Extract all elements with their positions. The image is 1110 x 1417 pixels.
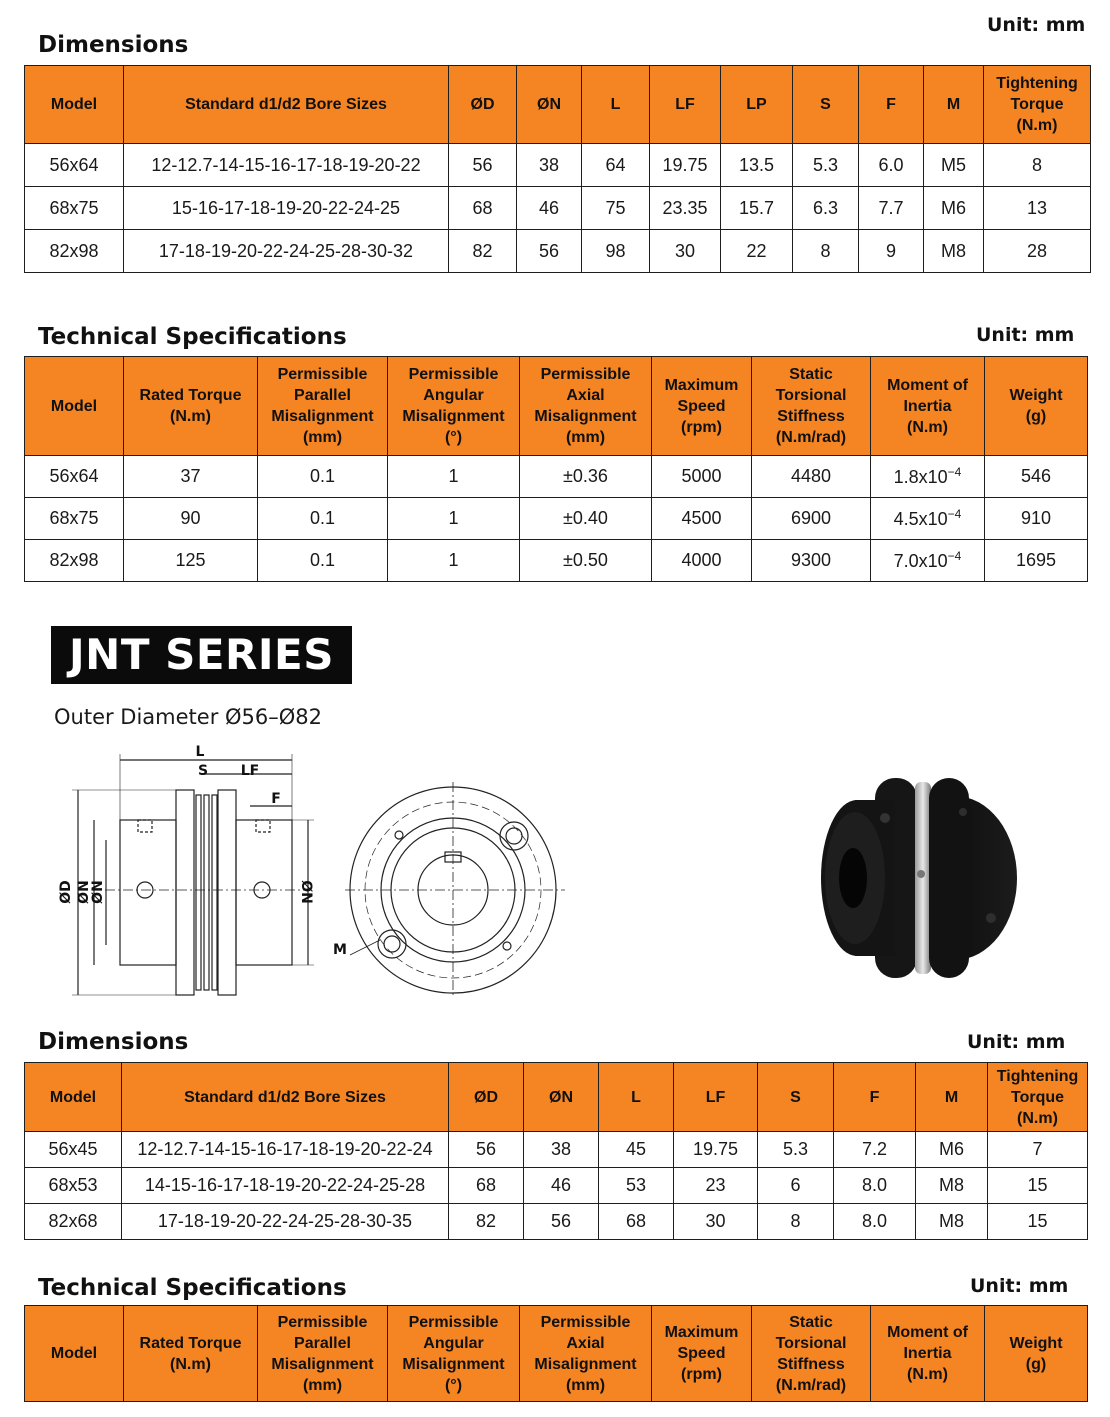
table-cell: 7.7	[859, 187, 924, 230]
table-cell: 56	[517, 230, 582, 273]
series-badge-text: JNT SERIES	[69, 630, 334, 679]
table-row	[25, 1168, 1088, 1204]
table-cell: 68	[599, 1204, 674, 1240]
inertia-mantissa: 1.8x10	[893, 467, 948, 487]
column-header-line: Moment of	[887, 1324, 968, 1341]
column-header	[752, 357, 871, 456]
column-header-line: Torsional	[775, 1334, 847, 1352]
column-header	[25, 1306, 124, 1402]
table-cell: 4000	[652, 540, 752, 582]
inertia-exponent: −4	[947, 507, 962, 521]
column-header: M	[916, 1063, 988, 1132]
table-cell: 6	[758, 1168, 834, 1204]
column-header-line: Axial	[566, 387, 605, 404]
table-row	[25, 1132, 1088, 1168]
table-cell: 56x64	[25, 456, 124, 498]
column-header-line: Static	[789, 1313, 833, 1331]
column-header: F	[834, 1063, 916, 1132]
table-cell: 5000	[652, 456, 752, 498]
column-header-line: Torque	[1010, 96, 1064, 113]
column-header	[25, 357, 124, 456]
column-header-line: Angular	[423, 1334, 484, 1352]
tech-specs-table-top	[24, 356, 1088, 582]
table-cell: 13.5	[721, 144, 793, 187]
column-header	[752, 1306, 871, 1402]
dim-label-LF: LF	[240, 763, 260, 779]
table-cell: 56	[449, 1132, 524, 1168]
inertia-mantissa: 7.0x10	[893, 551, 948, 571]
table-cell: 56	[449, 144, 517, 187]
table-cell: 15-16-17-18-19-20-22-24-25	[124, 187, 449, 230]
left-flange-outline	[176, 790, 194, 995]
table-cell: 5.3	[758, 1132, 834, 1168]
table-cell: 82x98	[25, 540, 124, 582]
column-header-line: Inertia	[903, 397, 952, 415]
column-header-line: (°)	[444, 429, 463, 446]
column-header	[388, 1306, 520, 1402]
series-subtitle: Outer Diameter Ø56–Ø82	[54, 705, 323, 729]
column-header-line: Misalignment	[271, 1355, 374, 1373]
column-header	[124, 357, 258, 456]
table-cell	[871, 498, 985, 540]
table-cell: 15	[988, 1204, 1088, 1240]
column-header-line: (mm)	[302, 429, 343, 446]
column-header-line: (g)	[1025, 408, 1047, 425]
column-header	[985, 1306, 1088, 1402]
table-cell: 8.0	[834, 1168, 916, 1204]
table-cell: 30	[650, 230, 721, 273]
table-cell: 546	[985, 456, 1088, 498]
column-header-line: (N.m)	[1016, 117, 1058, 134]
table-cell: 6.3	[793, 187, 859, 230]
column-header-line: Permissible	[408, 366, 499, 383]
column-header: LF	[650, 66, 721, 144]
column-header-line: (rpm)	[681, 418, 722, 436]
table-cell: 56x64	[25, 144, 124, 187]
column-header-line: Weight	[1009, 387, 1063, 404]
table-cell: 22	[721, 230, 793, 273]
table-cell: 1695	[985, 540, 1088, 582]
column-header-line: Torque	[1010, 1088, 1065, 1106]
column-header-line: Permissible	[540, 1313, 631, 1331]
table-row	[25, 187, 1091, 230]
column-header-line: (°)	[444, 1376, 463, 1394]
table-cell: 9	[859, 230, 924, 273]
table-header-row	[25, 357, 1088, 456]
table-header-row	[25, 66, 1091, 144]
table-row	[25, 498, 1088, 540]
column-header-line: Tightening	[996, 75, 1078, 92]
column-header: LF	[674, 1063, 758, 1132]
table-cell: 125	[124, 540, 258, 582]
table-cell: M8	[916, 1204, 988, 1240]
column-header: L	[599, 1063, 674, 1132]
column-header	[388, 357, 520, 456]
table-cell: 82x98	[25, 230, 124, 273]
table-header-row	[25, 1063, 1088, 1132]
column-header: M	[924, 66, 984, 144]
table-cell: 23.35	[650, 187, 721, 230]
table-cell: 46	[524, 1168, 599, 1204]
table-cell: 13	[984, 187, 1091, 230]
table-cell: 17-18-19-20-22-24-25-28-30-32	[124, 230, 449, 273]
column-header	[871, 357, 985, 456]
table-cell: 1	[388, 540, 520, 582]
column-header-line: (N.m)	[907, 1366, 948, 1383]
table-cell: 98	[582, 230, 650, 273]
table-cell: 82	[449, 230, 517, 273]
column-header-line: Model	[50, 397, 98, 415]
dim-label-ON: ØN	[90, 880, 106, 904]
column-header-line: (N.m)	[1017, 1109, 1058, 1127]
table-cell: 45	[599, 1132, 674, 1168]
table-cell: 90	[124, 498, 258, 540]
column-header-line: Tightening	[996, 1067, 1079, 1085]
table-cell: 6.0	[859, 144, 924, 187]
table-row	[25, 230, 1091, 273]
column-header-line: Permissible	[540, 366, 631, 383]
series-badge	[51, 626, 352, 684]
column-header	[258, 357, 388, 456]
column-header-line: (N.m/rad)	[775, 429, 847, 446]
table-cell: 38	[524, 1132, 599, 1168]
table-header-row	[25, 1306, 1088, 1402]
dim-label-M: M	[333, 942, 347, 958]
column-header-line: Rated Torque	[139, 387, 242, 404]
unit-label: Unit: mm	[970, 1275, 1069, 1297]
table-cell: 0.1	[258, 540, 388, 582]
column-header-line: Angular	[423, 387, 484, 404]
column-header: L	[582, 66, 650, 144]
column-header	[520, 357, 652, 456]
table-cell: 4500	[652, 498, 752, 540]
table-cell: 68	[449, 187, 517, 230]
column-header-line: (N.m/rad)	[775, 1376, 847, 1394]
table-cell: 68x75	[25, 498, 124, 540]
table-cell: 0.1	[258, 498, 388, 540]
inertia-exponent: −4	[947, 549, 962, 563]
table-cell: 1	[388, 498, 520, 540]
section-title-dimensions: Dimensions	[38, 1029, 189, 1055]
dim-label-F: F	[271, 791, 281, 807]
column-header-line: Parallel	[294, 387, 351, 404]
column-header: Standard d1/d2 Bore Sizes	[124, 66, 449, 144]
table-cell	[871, 456, 985, 498]
table-cell: 82	[449, 1204, 524, 1240]
table-cell: 9300	[752, 540, 871, 582]
unit-label: Unit: mm	[987, 14, 1086, 36]
table-cell: 910	[985, 498, 1088, 540]
table-cell: 56x45	[25, 1132, 122, 1168]
section-title-tech-specs: Technical Specifications	[38, 324, 347, 350]
section-title-tech-specs: Technical Specifications	[38, 1275, 347, 1301]
dimensions-table-bottom	[24, 1062, 1088, 1240]
column-header-line: Stiffness	[777, 1355, 845, 1373]
column-header-line: Parallel	[294, 1334, 351, 1352]
column-header-line: Inertia	[903, 1345, 952, 1362]
table-cell: 15.7	[721, 187, 793, 230]
dimensions-table-top	[24, 65, 1091, 273]
column-header-line: Permissible	[277, 1313, 368, 1331]
column-header-line: (N.m)	[170, 1355, 211, 1373]
column-header: F	[859, 66, 924, 144]
column-header-line: Misalignment	[534, 1355, 637, 1373]
column-header: Model	[25, 66, 124, 144]
table-row	[25, 456, 1088, 498]
column-header-line: Permissible	[408, 1313, 499, 1331]
column-header-line: Stiffness	[777, 408, 845, 425]
table-cell: 12-12.7-14-15-16-17-18-19-20-22	[124, 144, 449, 187]
table-cell: 15	[988, 1168, 1088, 1204]
table-cell: 68x53	[25, 1168, 122, 1204]
table-cell: 68	[449, 1168, 524, 1204]
column-header-line: (N.m)	[170, 408, 211, 425]
column-header-line: Misalignment	[402, 1355, 505, 1373]
table-cell: M5	[924, 144, 984, 187]
table-cell: 23	[674, 1168, 758, 1204]
column-header-line: Misalignment	[534, 408, 637, 425]
section-title-dimensions: Dimensions	[38, 32, 189, 58]
table-cell: 8	[793, 230, 859, 273]
table-cell	[871, 540, 985, 582]
table-cell: 56	[524, 1204, 599, 1240]
tech-specs-table-bottom	[24, 1305, 1088, 1402]
column-header-line: Maximum	[664, 1324, 739, 1341]
column-header	[985, 357, 1088, 456]
table-cell: 4480	[752, 456, 871, 498]
coupling-product-image	[815, 768, 1030, 988]
table-cell: 46	[517, 187, 582, 230]
column-header	[258, 1306, 388, 1402]
column-header	[988, 1063, 1088, 1132]
table-cell: 8	[758, 1204, 834, 1240]
table-cell: 7.2	[834, 1132, 916, 1168]
table-cell: 19.75	[650, 144, 721, 187]
table-cell: 0.1	[258, 456, 388, 498]
table-cell: 6900	[752, 498, 871, 540]
table-cell: 8.0	[834, 1204, 916, 1240]
column-header: ØD	[449, 1063, 524, 1132]
column-header: LP	[721, 66, 793, 144]
table-cell: 12-12.7-14-15-16-17-18-19-20-22-24	[122, 1132, 449, 1168]
column-header-line: Permissible	[277, 366, 368, 383]
column-header-line: Axial	[566, 1334, 605, 1352]
column-header: Model	[25, 1063, 122, 1132]
left-hub-outline	[120, 820, 176, 965]
table-cell: 19.75	[674, 1132, 758, 1168]
column-header-line: Static	[789, 366, 833, 383]
table-cell: 75	[582, 187, 650, 230]
dim-label-L: L	[195, 744, 205, 760]
right-hub-outline	[236, 820, 292, 965]
column-header-line: Speed	[677, 397, 726, 415]
column-header-line: Misalignment	[402, 408, 505, 425]
right-flange-outline	[218, 790, 236, 995]
column-header: ØD	[449, 66, 517, 144]
column-header-line: (mm)	[565, 429, 606, 446]
column-header-line: (mm)	[565, 1376, 606, 1394]
dim-label-ON: ØN	[76, 880, 92, 904]
table-cell: ±0.36	[520, 456, 652, 498]
table-cell: M6	[916, 1132, 988, 1168]
table-row	[25, 144, 1091, 187]
table-cell: M8	[924, 230, 984, 273]
table-cell: M6	[924, 187, 984, 230]
column-header-line: Model	[50, 1345, 98, 1362]
column-header	[124, 1306, 258, 1402]
column-header-line: Misalignment	[271, 408, 374, 425]
table-cell: 37	[124, 456, 258, 498]
column-header	[984, 66, 1091, 144]
table-cell: 68x75	[25, 187, 124, 230]
dim-label-ON: ØN	[298, 880, 314, 904]
technical-drawing	[50, 740, 590, 1010]
table-cell: 28	[984, 230, 1091, 273]
column-header: S	[793, 66, 859, 144]
column-header	[871, 1306, 985, 1402]
column-header-line: Weight	[1009, 1334, 1063, 1352]
table-cell: 17-18-19-20-22-24-25-28-30-35	[122, 1204, 449, 1240]
column-header-line: Rated Torque	[139, 1334, 242, 1352]
column-header: Standard d1/d2 Bore Sizes	[122, 1063, 449, 1132]
column-header-line: (rpm)	[681, 1366, 722, 1383]
dim-label-S: S	[197, 763, 209, 779]
column-header: S	[758, 1063, 834, 1132]
table-cell: 8	[984, 144, 1091, 187]
table-cell: 1	[388, 456, 520, 498]
column-header-line: (N.m)	[907, 418, 948, 436]
column-header-line: Moment of	[887, 376, 968, 394]
table-cell: ±0.50	[520, 540, 652, 582]
table-cell: 7	[988, 1132, 1088, 1168]
table-cell: 14-15-16-17-18-19-20-22-24-25-28	[122, 1168, 449, 1204]
inertia-mantissa: 4.5x10	[893, 509, 948, 529]
table-cell: 5.3	[793, 144, 859, 187]
column-header-line: (g)	[1025, 1355, 1047, 1373]
table-cell: 82x68	[25, 1204, 122, 1240]
dim-label-OD: ØD	[58, 880, 74, 904]
column-header	[652, 357, 752, 456]
table-cell: 38	[517, 144, 582, 187]
table-cell: 64	[582, 144, 650, 187]
table-cell: 53	[599, 1168, 674, 1204]
column-header: ØN	[517, 66, 582, 144]
table-cell: M8	[916, 1168, 988, 1204]
table-cell: ±0.40	[520, 498, 652, 540]
column-header-line: Torsional	[775, 387, 847, 404]
column-header-line: (mm)	[302, 1376, 343, 1394]
inertia-exponent: −4	[947, 465, 962, 479]
column-header	[520, 1306, 652, 1402]
unit-label: Unit: mm	[976, 324, 1075, 346]
column-header	[652, 1306, 752, 1402]
column-header-line: Maximum	[664, 376, 739, 394]
unit-label: Unit: mm	[967, 1031, 1066, 1053]
column-header: ØN	[524, 1063, 599, 1132]
table-row	[25, 540, 1088, 582]
table-cell: 30	[674, 1204, 758, 1240]
column-header-line: Speed	[677, 1345, 726, 1362]
table-row	[25, 1204, 1088, 1240]
